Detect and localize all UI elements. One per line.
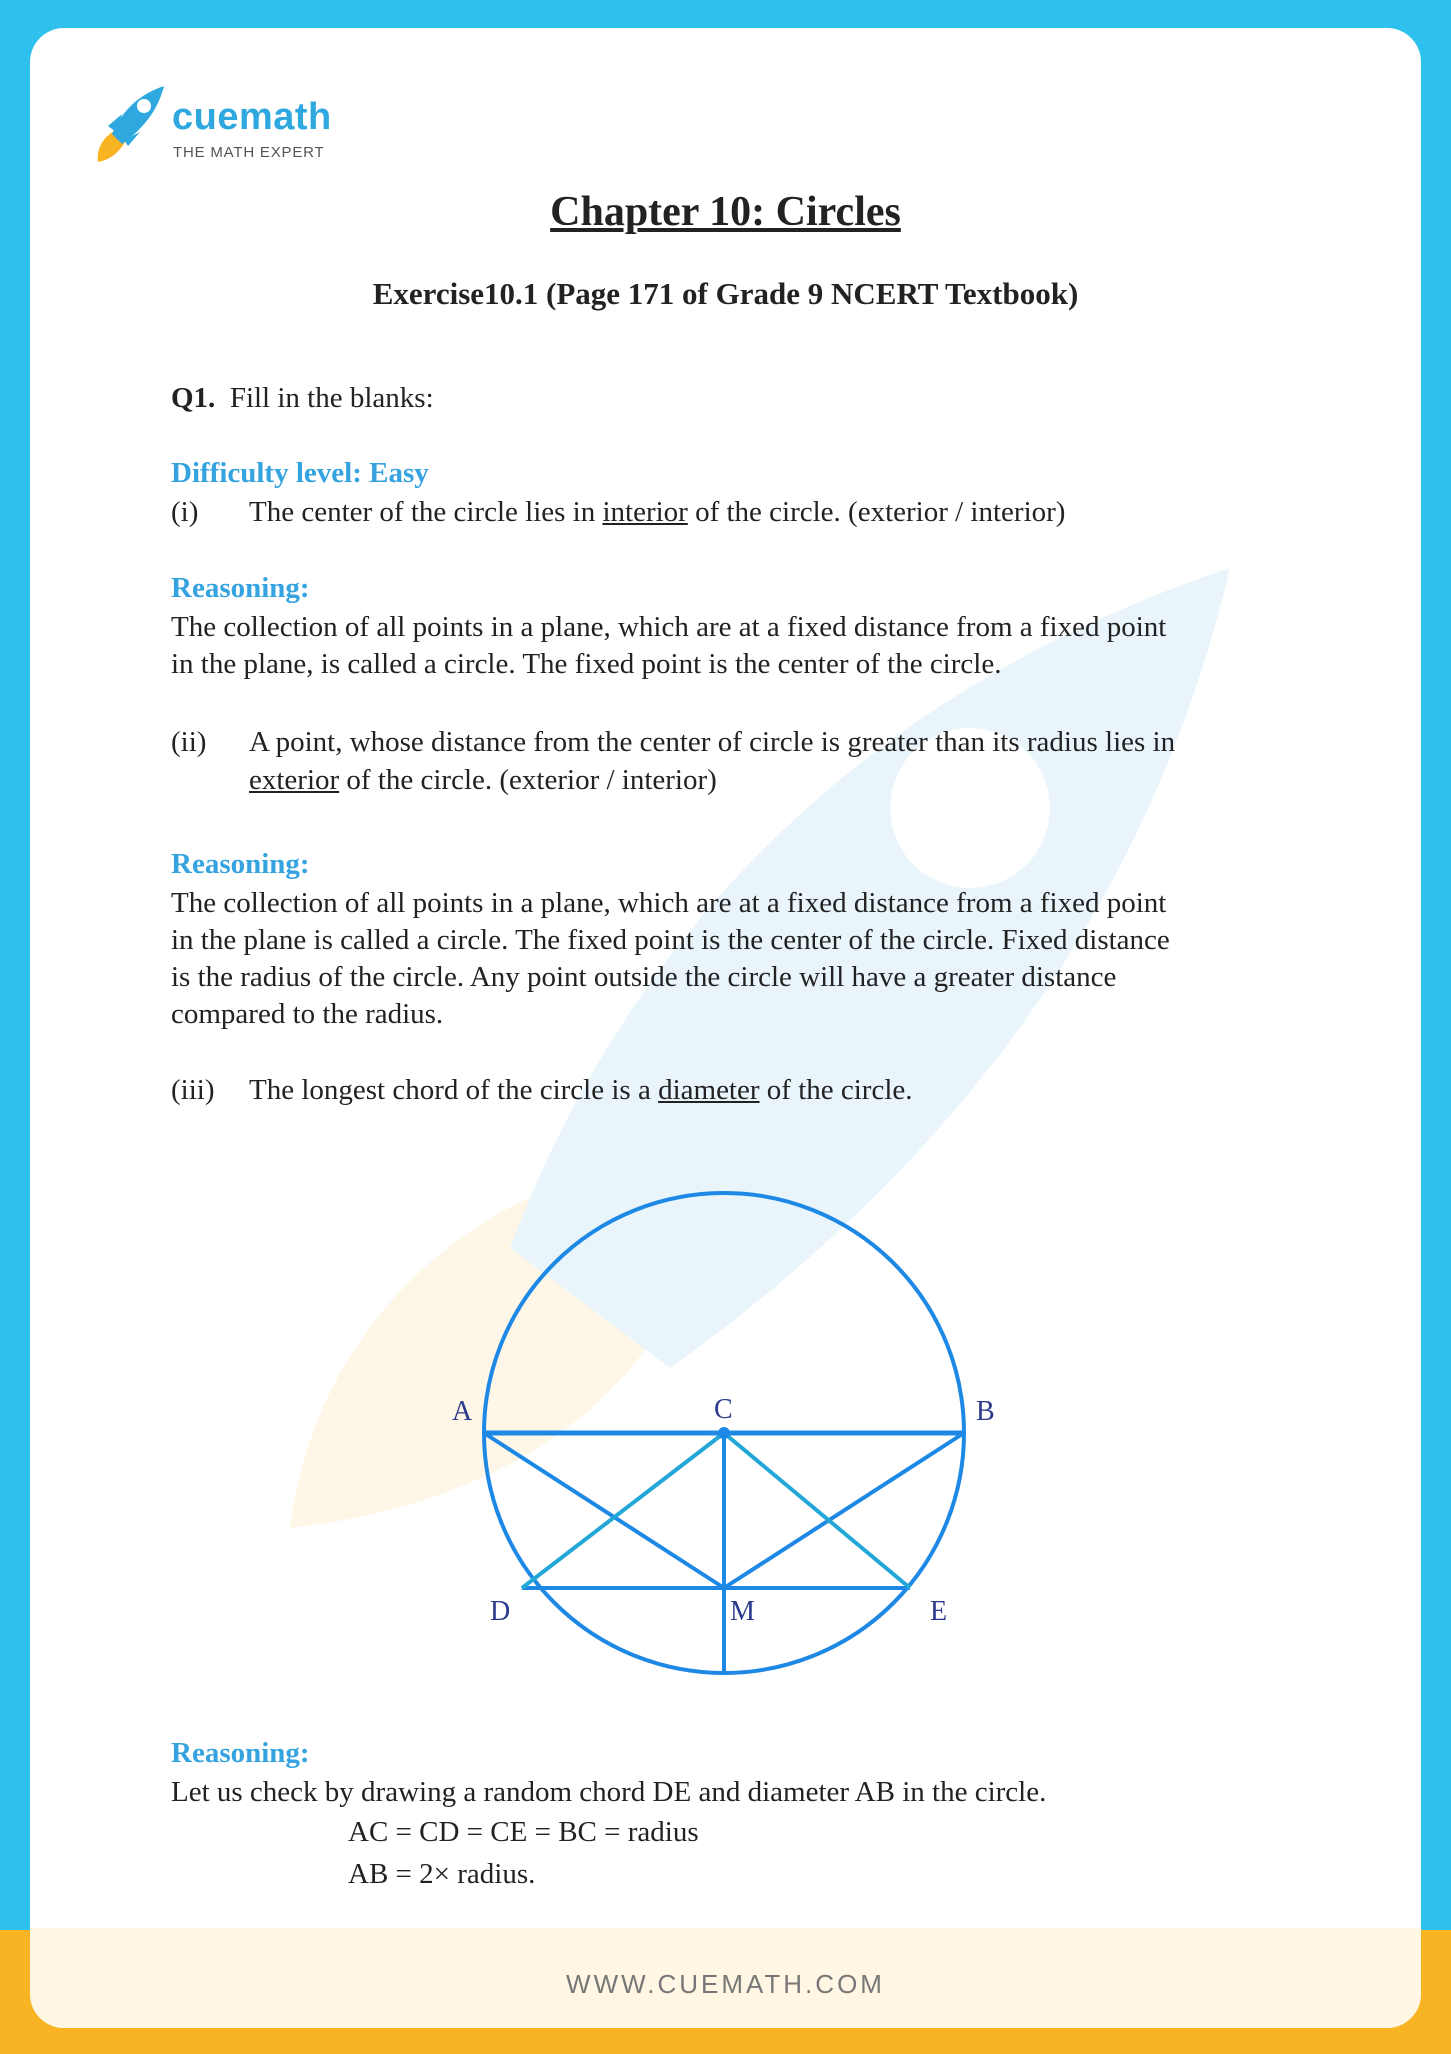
brand-tagline: THE MATH EXPERT bbox=[173, 144, 325, 161]
reasoning-iii-intro: Let us check by drawing a random chord DE and diameter AB in the circle. bbox=[171, 1776, 1047, 1808]
label-e: E bbox=[930, 1596, 948, 1627]
reasoning-iii-label: Reasoning: bbox=[171, 1737, 310, 1769]
segment-ce bbox=[724, 1433, 910, 1588]
part-i bbox=[171, 496, 1065, 529]
times-sign: × bbox=[433, 1858, 450, 1890]
equation-diameter-b: radius. bbox=[450, 1858, 536, 1890]
page-title: Chapter 10: Circles bbox=[550, 189, 901, 235]
label-a: A bbox=[452, 1396, 473, 1427]
cuemath-logo bbox=[82, 70, 342, 170]
footer-strip bbox=[30, 1928, 1421, 2028]
equation-radius: AC = CD = CE = BC = radius bbox=[348, 1816, 699, 1848]
part-i-number: (i) bbox=[171, 496, 199, 528]
reasoning-ii-label: Reasoning: bbox=[171, 848, 310, 880]
equation-diameter bbox=[348, 1858, 535, 1891]
rocket-icon bbox=[82, 70, 168, 170]
part-ii-number: (ii) bbox=[171, 726, 207, 758]
difficulty-level: Difficulty level: Easy bbox=[171, 457, 429, 489]
center-point bbox=[718, 1427, 730, 1439]
reasoning-ii-line-4: compared to the radius. bbox=[171, 998, 444, 1030]
reasoning-ii-line-3: is the radius of the circle. Any point outside the circle will have a greater distance bbox=[171, 961, 1117, 993]
reasoning-i-line-1: The collection of all points in a plane, which are at a fixed distance from a fixed point bbox=[171, 611, 1167, 643]
circle-diagram bbox=[430, 1168, 1130, 1708]
part-iii-text-before: The longest chord of the circle is a bbox=[249, 1074, 659, 1106]
equation-diameter-a: AB = 2 bbox=[348, 1858, 434, 1890]
question-1 bbox=[171, 382, 434, 415]
brand-name: cuemath bbox=[172, 96, 332, 138]
part-i-answer: interior bbox=[602, 496, 688, 528]
reasoning-ii-line-2: in the plane is called a circle. The fixed point is the center of the circle. Fixed distance bbox=[171, 924, 1170, 956]
reasoning-i-label: Reasoning: bbox=[171, 572, 310, 604]
part-i-text-before: The center of the circle lies in bbox=[249, 496, 603, 528]
reasoning-ii-line-1: The collection of all points in a plane, which are at a fixed distance from a fixed point bbox=[171, 887, 1167, 919]
reasoning-i-line-2: in the plane, is called a circle. The fixed point is the center of the circle. bbox=[171, 648, 1002, 680]
question-label: Q1. bbox=[171, 382, 216, 414]
segment-bm bbox=[724, 1433, 964, 1588]
label-c: C bbox=[714, 1394, 733, 1425]
page-card bbox=[30, 28, 1421, 2028]
segment-am bbox=[484, 1433, 724, 1588]
label-d: D bbox=[490, 1596, 511, 1627]
part-ii-answer: exterior bbox=[249, 764, 340, 796]
part-iii bbox=[171, 1074, 913, 1107]
label-m: M bbox=[730, 1596, 755, 1627]
segment-cd bbox=[522, 1433, 724, 1588]
part-iii-answer: diameter bbox=[658, 1074, 760, 1106]
label-b: B bbox=[976, 1396, 995, 1427]
part-ii-text-after: of the circle. (exterior / interior) bbox=[339, 764, 717, 796]
part-iii-text-after: of the circle. bbox=[759, 1074, 913, 1106]
exercise-subtitle: Exercise10.1 (Page 171 of Grade 9 NCERT Textbook) bbox=[372, 276, 1079, 311]
question-text: Fill in the blanks: bbox=[229, 382, 434, 414]
part-ii-continued bbox=[249, 764, 717, 797]
part-ii bbox=[171, 726, 1175, 759]
part-ii-line-1: A point, whose distance from the center of circle is greater than its radius lies in bbox=[249, 726, 1176, 758]
footer-website-link[interactable]: WWW.CUEMATH.COM bbox=[566, 1969, 885, 1999]
part-iii-number: (iii) bbox=[171, 1074, 215, 1106]
part-i-text-after: of the circle. (exterior / interior) bbox=[687, 496, 1066, 528]
